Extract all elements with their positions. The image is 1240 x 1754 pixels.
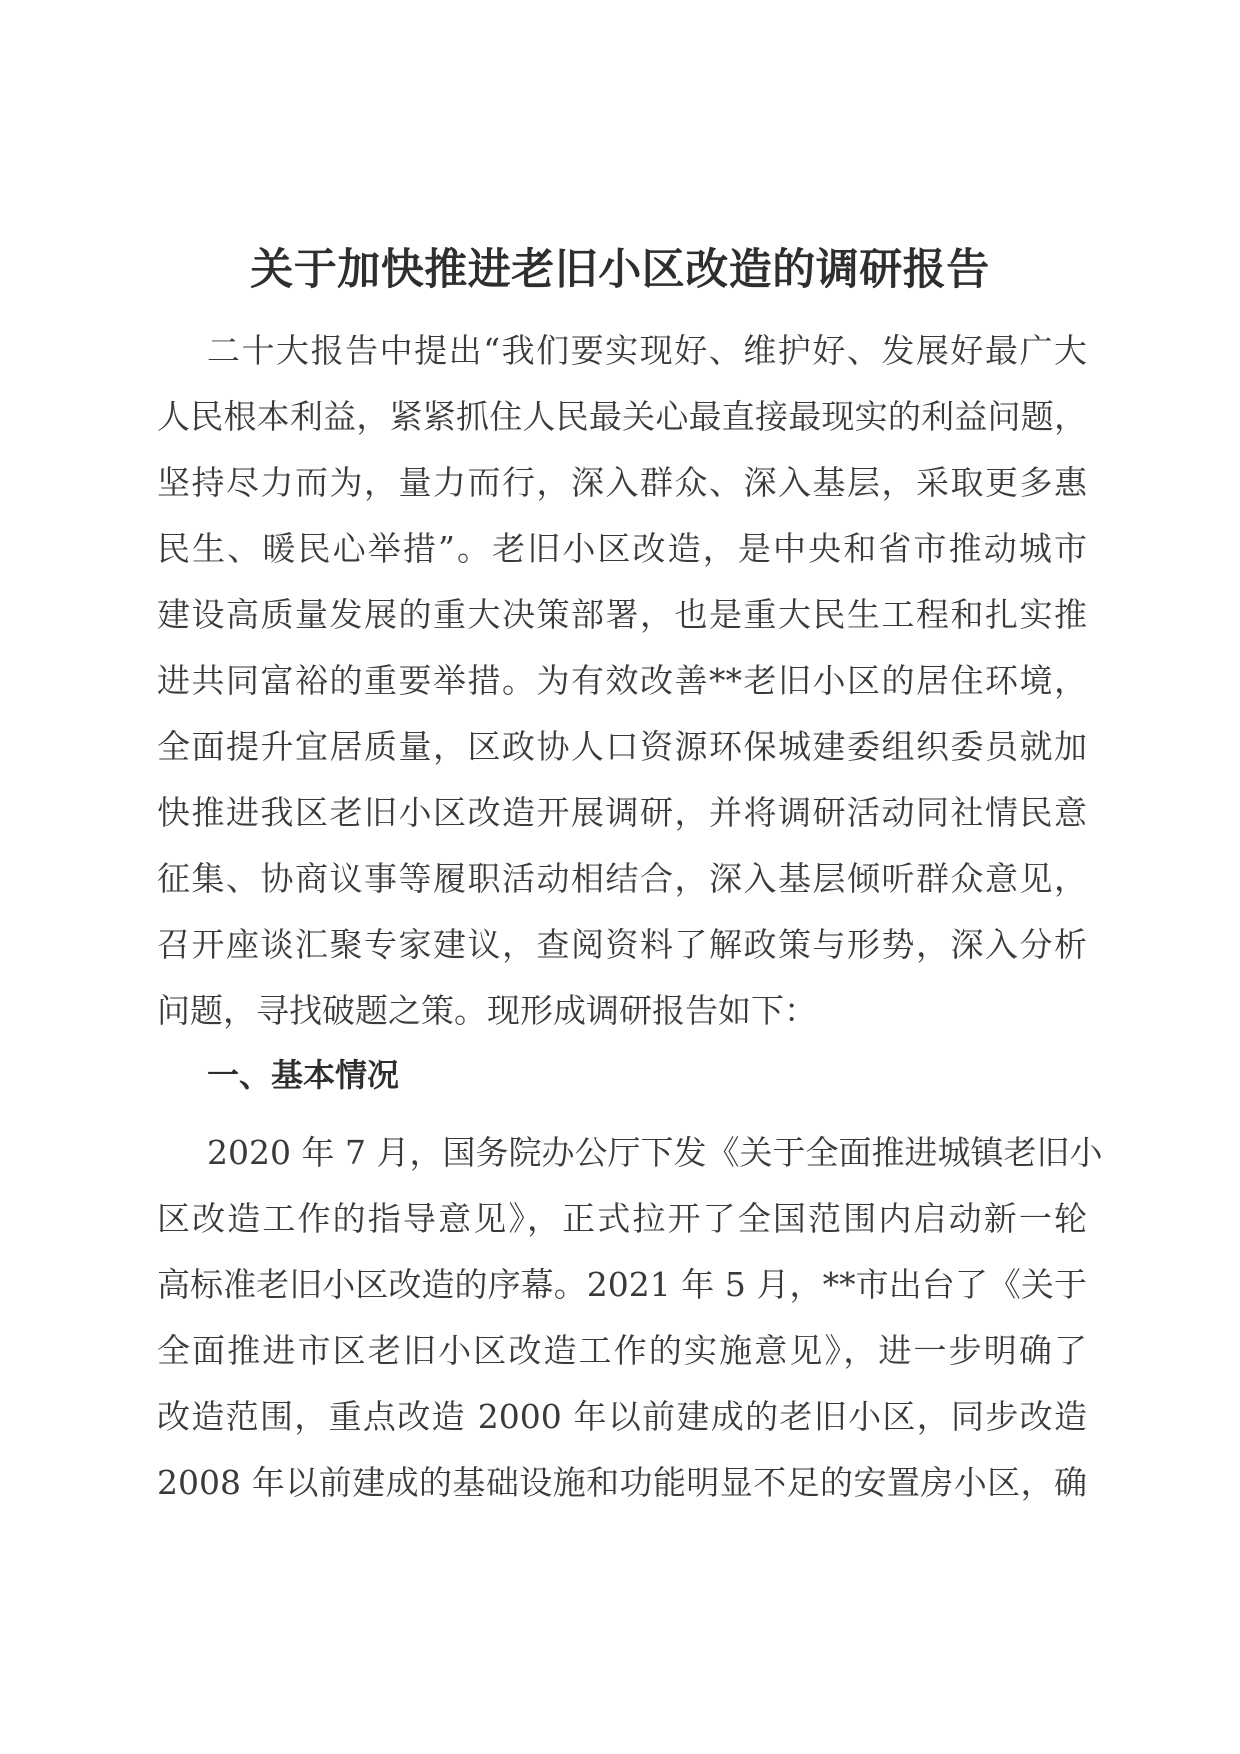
paragraph-line: 人民根本利益，紧紧抓住人民最关心最直接最现实的利益问题， xyxy=(157,397,1087,436)
paragraph-line: 全面推进市区老旧小区改造工作的实施意见》，进一步明确了 xyxy=(157,1331,1087,1370)
paragraph-intro xyxy=(157,318,1087,1044)
paragraph-line: 全面提升宜居质量，区政协人口资源环保城建委组织委员就加 xyxy=(157,727,1087,766)
paragraph-line: 快推进我区老旧小区改造开展调研，并将调研活动同社情民意 xyxy=(157,793,1087,832)
paragraph-line: 征集、协商议事等履职活动相结合，深入基层倾听群众意见， xyxy=(157,859,1087,898)
paragraph-line: 区改造工作的指导意见》，正式拉开了全国范围内启动新一轮 xyxy=(157,1199,1087,1238)
paragraph-line: 2008 年以前建成的基础设施和功能明显不足的安置房小区，确 xyxy=(157,1463,1087,1502)
section-heading: 一、基本情况 xyxy=(207,1056,400,1094)
paragraph-line: 建设高质量发展的重大决策部署，也是重大民生工程和扎实推 xyxy=(157,595,1087,634)
paragraph-line: 高标准老旧小区改造的序幕。2021 年 5 月，**市出台了《关于 xyxy=(157,1265,1087,1304)
paragraph-line: 二十大报告中提出“我们要实现好、维护好、发展好最广大 xyxy=(207,331,1087,370)
paragraph-line: 2020 年 7 月，国务院办公厅下发《关于全面推进城镇老旧小 xyxy=(207,1133,1103,1172)
document-title: 关于加快推进老旧小区改造的调研报告 xyxy=(250,245,990,295)
paragraph-line: 坚持尽力而为，量力而行，深入群众、深入基层，采取更多惠 xyxy=(157,463,1087,502)
paragraph-line: 召开座谈汇聚专家建议，查阅资料了解政策与形势，深入分析 xyxy=(157,925,1087,964)
paragraph-line: 问题，寻找破题之策。现形成调研报告如下： xyxy=(157,991,817,1030)
paragraph-line: 改造范围，重点改造 2000 年以前建成的老旧小区，同步改造 xyxy=(157,1397,1087,1436)
paragraph-line: 进共同富裕的重要举措。为有效改善**老旧小区的居住环境， xyxy=(157,661,1087,700)
paragraph-line: 民生、暖民心举措”。老旧小区改造，是中央和省市推动城市 xyxy=(157,529,1087,568)
paragraph-basic-situation xyxy=(157,1120,1103,1516)
